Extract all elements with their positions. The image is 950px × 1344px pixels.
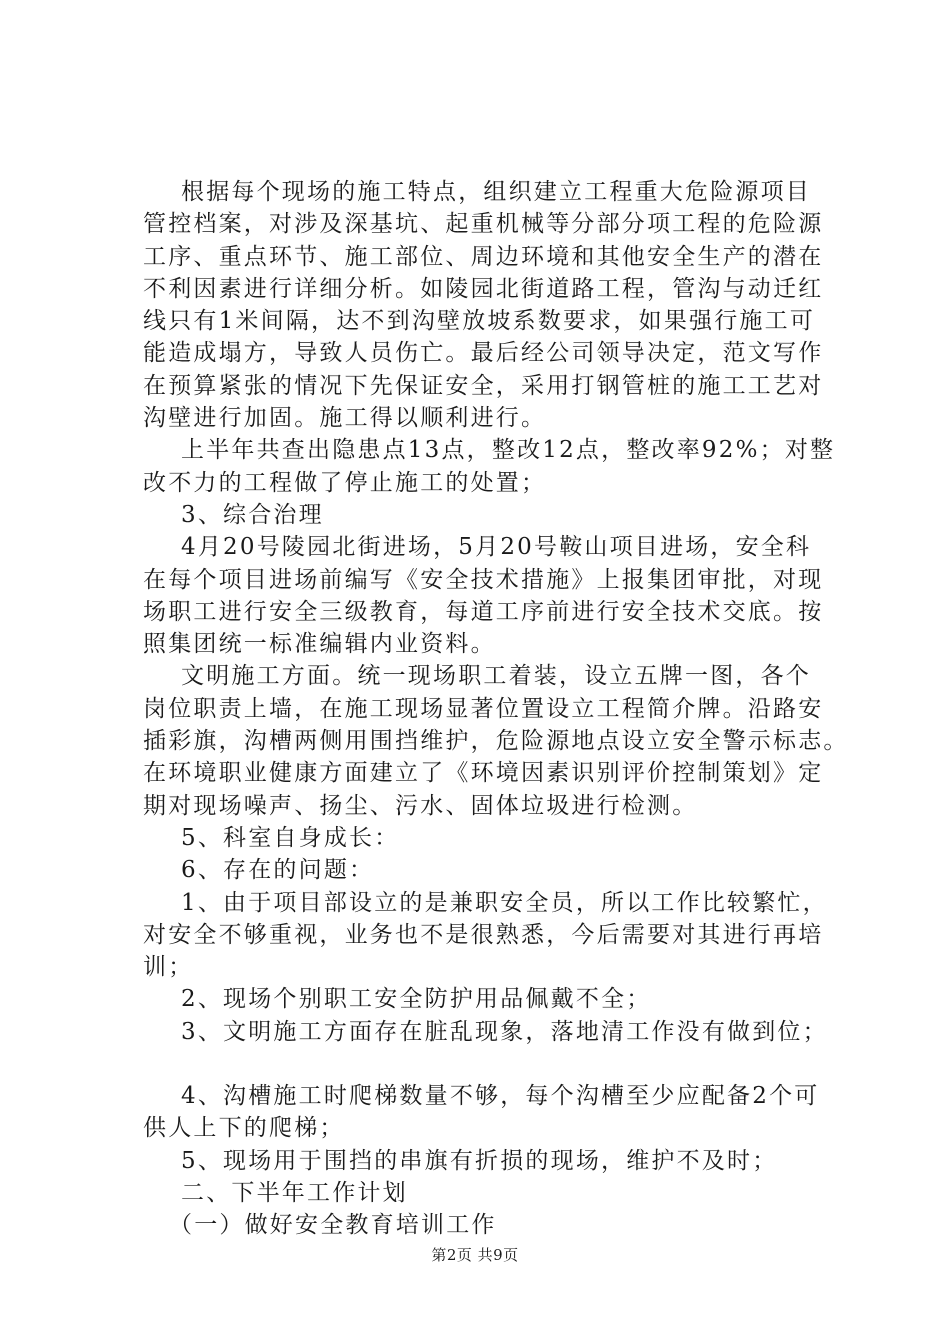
text-line: 线只有1米间隔，达不到沟壁放坡系数要求，如果强行施工可 [143, 308, 816, 335]
text-line: 上半年共查出隐患点13点，整改12点，整改率92%；对整 [181, 437, 836, 464]
text-line: 二、下半年工作计划 [181, 1179, 408, 1206]
text-line: 训； [143, 954, 194, 981]
text-line: 在环境职业健康方面建立了《环境因素识别评价控制策划》定 [143, 760, 824, 787]
text-line: 对安全不够重视，业务也不是很熟悉，今后需要对其进行再培 [143, 921, 824, 948]
text-line: 工序、重点环节、施工部位、周边环境和其他安全生产的潜在 [143, 243, 824, 270]
text-line: 4月20号陵园北街进场，5月20号鞍山项目进场，安全科 [181, 534, 812, 561]
text-line: 3、文明施工方面存在脏乱现象，落地清工作没有做到位； [181, 1018, 828, 1045]
text-line: 不利因素进行详细分析。如陵园北街道路工程，管沟与动迁红 [143, 275, 824, 302]
blank-line [143, 1048, 863, 1080]
text-line: 能造成塌方，导致人员伤亡。最后经公司领导决定，范文写作 [143, 340, 824, 367]
text-line: 在预算紧张的情况下先保证安全，采用打钢管桩的施工工艺对 [143, 372, 824, 399]
text-line: 管控档案，对涉及深基坑、起重机械等分部分项工程的危险源 [143, 211, 824, 238]
text-line: 期对现场噪声、扬尘、污水、固体垃圾进行检测。 [143, 792, 698, 819]
text-line: 改不力的工程做了停止施工的处置； [143, 469, 547, 496]
text-line: 文明施工方面。统一现场职工着装，设立五牌一图，各个 [181, 663, 811, 690]
text-line: 6、存在的问题： [181, 857, 375, 884]
text-line: 3、综合治理 [181, 501, 324, 528]
text-line: 根据每个现场的施工特点，组织建立工程重大危险源项目 [181, 179, 811, 205]
document-body [143, 176, 863, 1242]
text-line: （一）做好安全教育培训工作 [169, 1212, 497, 1239]
text-line: 照集团统一标准编辑内业资料。 [143, 631, 496, 658]
text-line: 沟壁进行加固。施工得以顺利进行。 [143, 405, 547, 432]
text-line: 1、由于项目部设立的是兼职安全员，所以工作比较繁忙， [181, 889, 828, 916]
text-line: 岗位职责上墙，在施工现场显著位置设立工程简介牌。沿路安 [143, 695, 824, 722]
text-line: 在每个项目进场前编写《安全技术措施》上报集团审批，对现 [143, 566, 824, 593]
text-line: 场职工进行安全三级教育，每道工序前进行安全技术交底。按 [143, 598, 824, 625]
page-footer: 第2页 共9页 [431, 1246, 519, 1264]
text-line: 5、科室自身成长： [181, 824, 400, 851]
text-line: 插彩旗，沟槽两侧用围挡维护，危险源地点设立安全警示标志。 [143, 728, 849, 755]
text-line: 2、现场个别职工安全防护用品佩戴不全； [181, 986, 652, 1013]
text-line: 4、沟槽施工时爬梯数量不够，每个沟槽至少应配备2个可 [181, 1083, 820, 1110]
text-line: 供人上下的爬梯； [143, 1115, 345, 1142]
text-line: 5、现场用于围挡的串旗有折损的现场，维护不及时； [181, 1147, 778, 1174]
